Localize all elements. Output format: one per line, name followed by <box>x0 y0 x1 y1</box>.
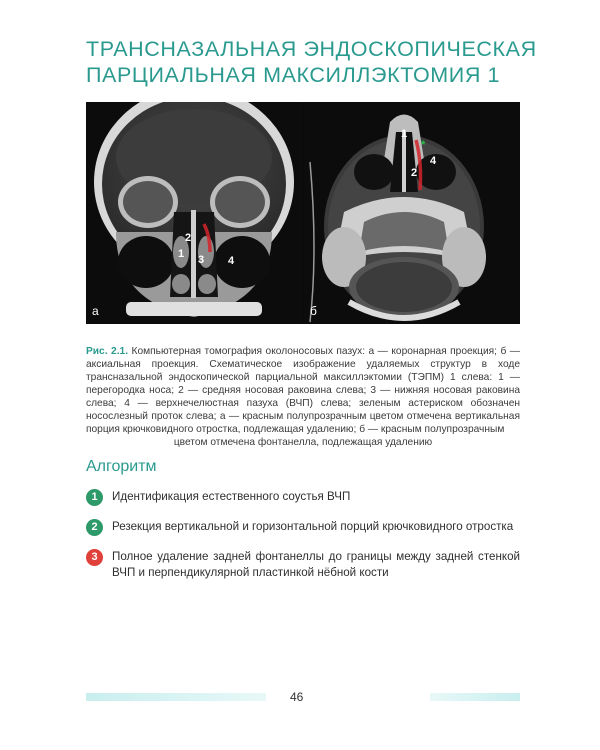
axial-ct-image <box>304 102 520 324</box>
ct-panel-coronal <box>86 102 302 324</box>
algorithm-heading: Алгоритм <box>86 458 157 475</box>
label-2: 2 <box>411 167 418 179</box>
ct-panel-axial <box>304 102 520 324</box>
label-1: 1 <box>178 248 185 260</box>
title-line-2: ПАРЦИАЛЬНАЯ МАКСИЛЛЭКТОМИЯ 1 <box>86 63 501 87</box>
algorithm-step <box>86 489 520 506</box>
label-4: 4 <box>228 255 235 267</box>
page-number: 46 <box>290 690 304 704</box>
page-title <box>86 36 566 88</box>
label-1: 1 <box>401 128 408 140</box>
algorithm-steps <box>86 489 520 594</box>
step-text: Полное удаление задней фонтанеллы до границы между задней стенкой ВЧП и перпендикулярной пластинкой нёбной кости <box>112 550 520 579</box>
title-line-1: ТРАНСНАЗАЛЬНАЯ ЭНДОСКОПИЧЕСКАЯ <box>86 37 537 61</box>
caption-label: Рис. 2.1. <box>86 346 129 358</box>
footer-decoration-left <box>86 693 266 701</box>
panel-letter-a: а <box>92 304 99 318</box>
step-number-badge: 1 <box>86 489 103 506</box>
label-3: 3 <box>198 254 205 266</box>
label-2: 2 <box>185 232 192 244</box>
panel-letter-b: б <box>310 304 317 318</box>
step-number-badge: 2 <box>86 519 103 536</box>
caption-last-line: цветом отмечена фонтанелла, подлежащая удалению <box>173 436 433 448</box>
svg-text:*: * <box>421 139 426 151</box>
algorithm-step <box>86 549 520 581</box>
label-4: 4 <box>430 155 437 167</box>
step-number-badge: 3 <box>86 549 103 566</box>
footer-decoration-right <box>430 693 520 701</box>
figure-caption <box>86 346 520 449</box>
step-text: Резекция вертикальной и горизонтальной порций крючковидного отростка <box>112 520 514 533</box>
algorithm-step <box>86 519 520 536</box>
coronal-ct-image <box>86 102 302 324</box>
caption-text: Компьютерная томография околоносовых пазух: а — коронарная проекция; б — аксиальная проекция. Схематическое изображение удаляемых структур в ходе трансназальной эндоскопической парциальной максиллэктомии (ТЭПМ) 1 слева: 1 — перегородка носа; 2 — средняя носовая раковина слева; 3 — нижняя носовая раковина слева; 4 — верхнечелюстная пазуха (ВЧП) слева; зеленым астериском обозначен носослезный проток слева; а — красным полупрозрачным цветом отмечена вертикальная порция крючковидного отростка, подлежащая удалению; б — красным полупрозрачным <box>86 346 520 435</box>
ct-figure <box>86 102 520 324</box>
step-text: Идентификация естественного соустья ВЧП <box>112 490 351 503</box>
